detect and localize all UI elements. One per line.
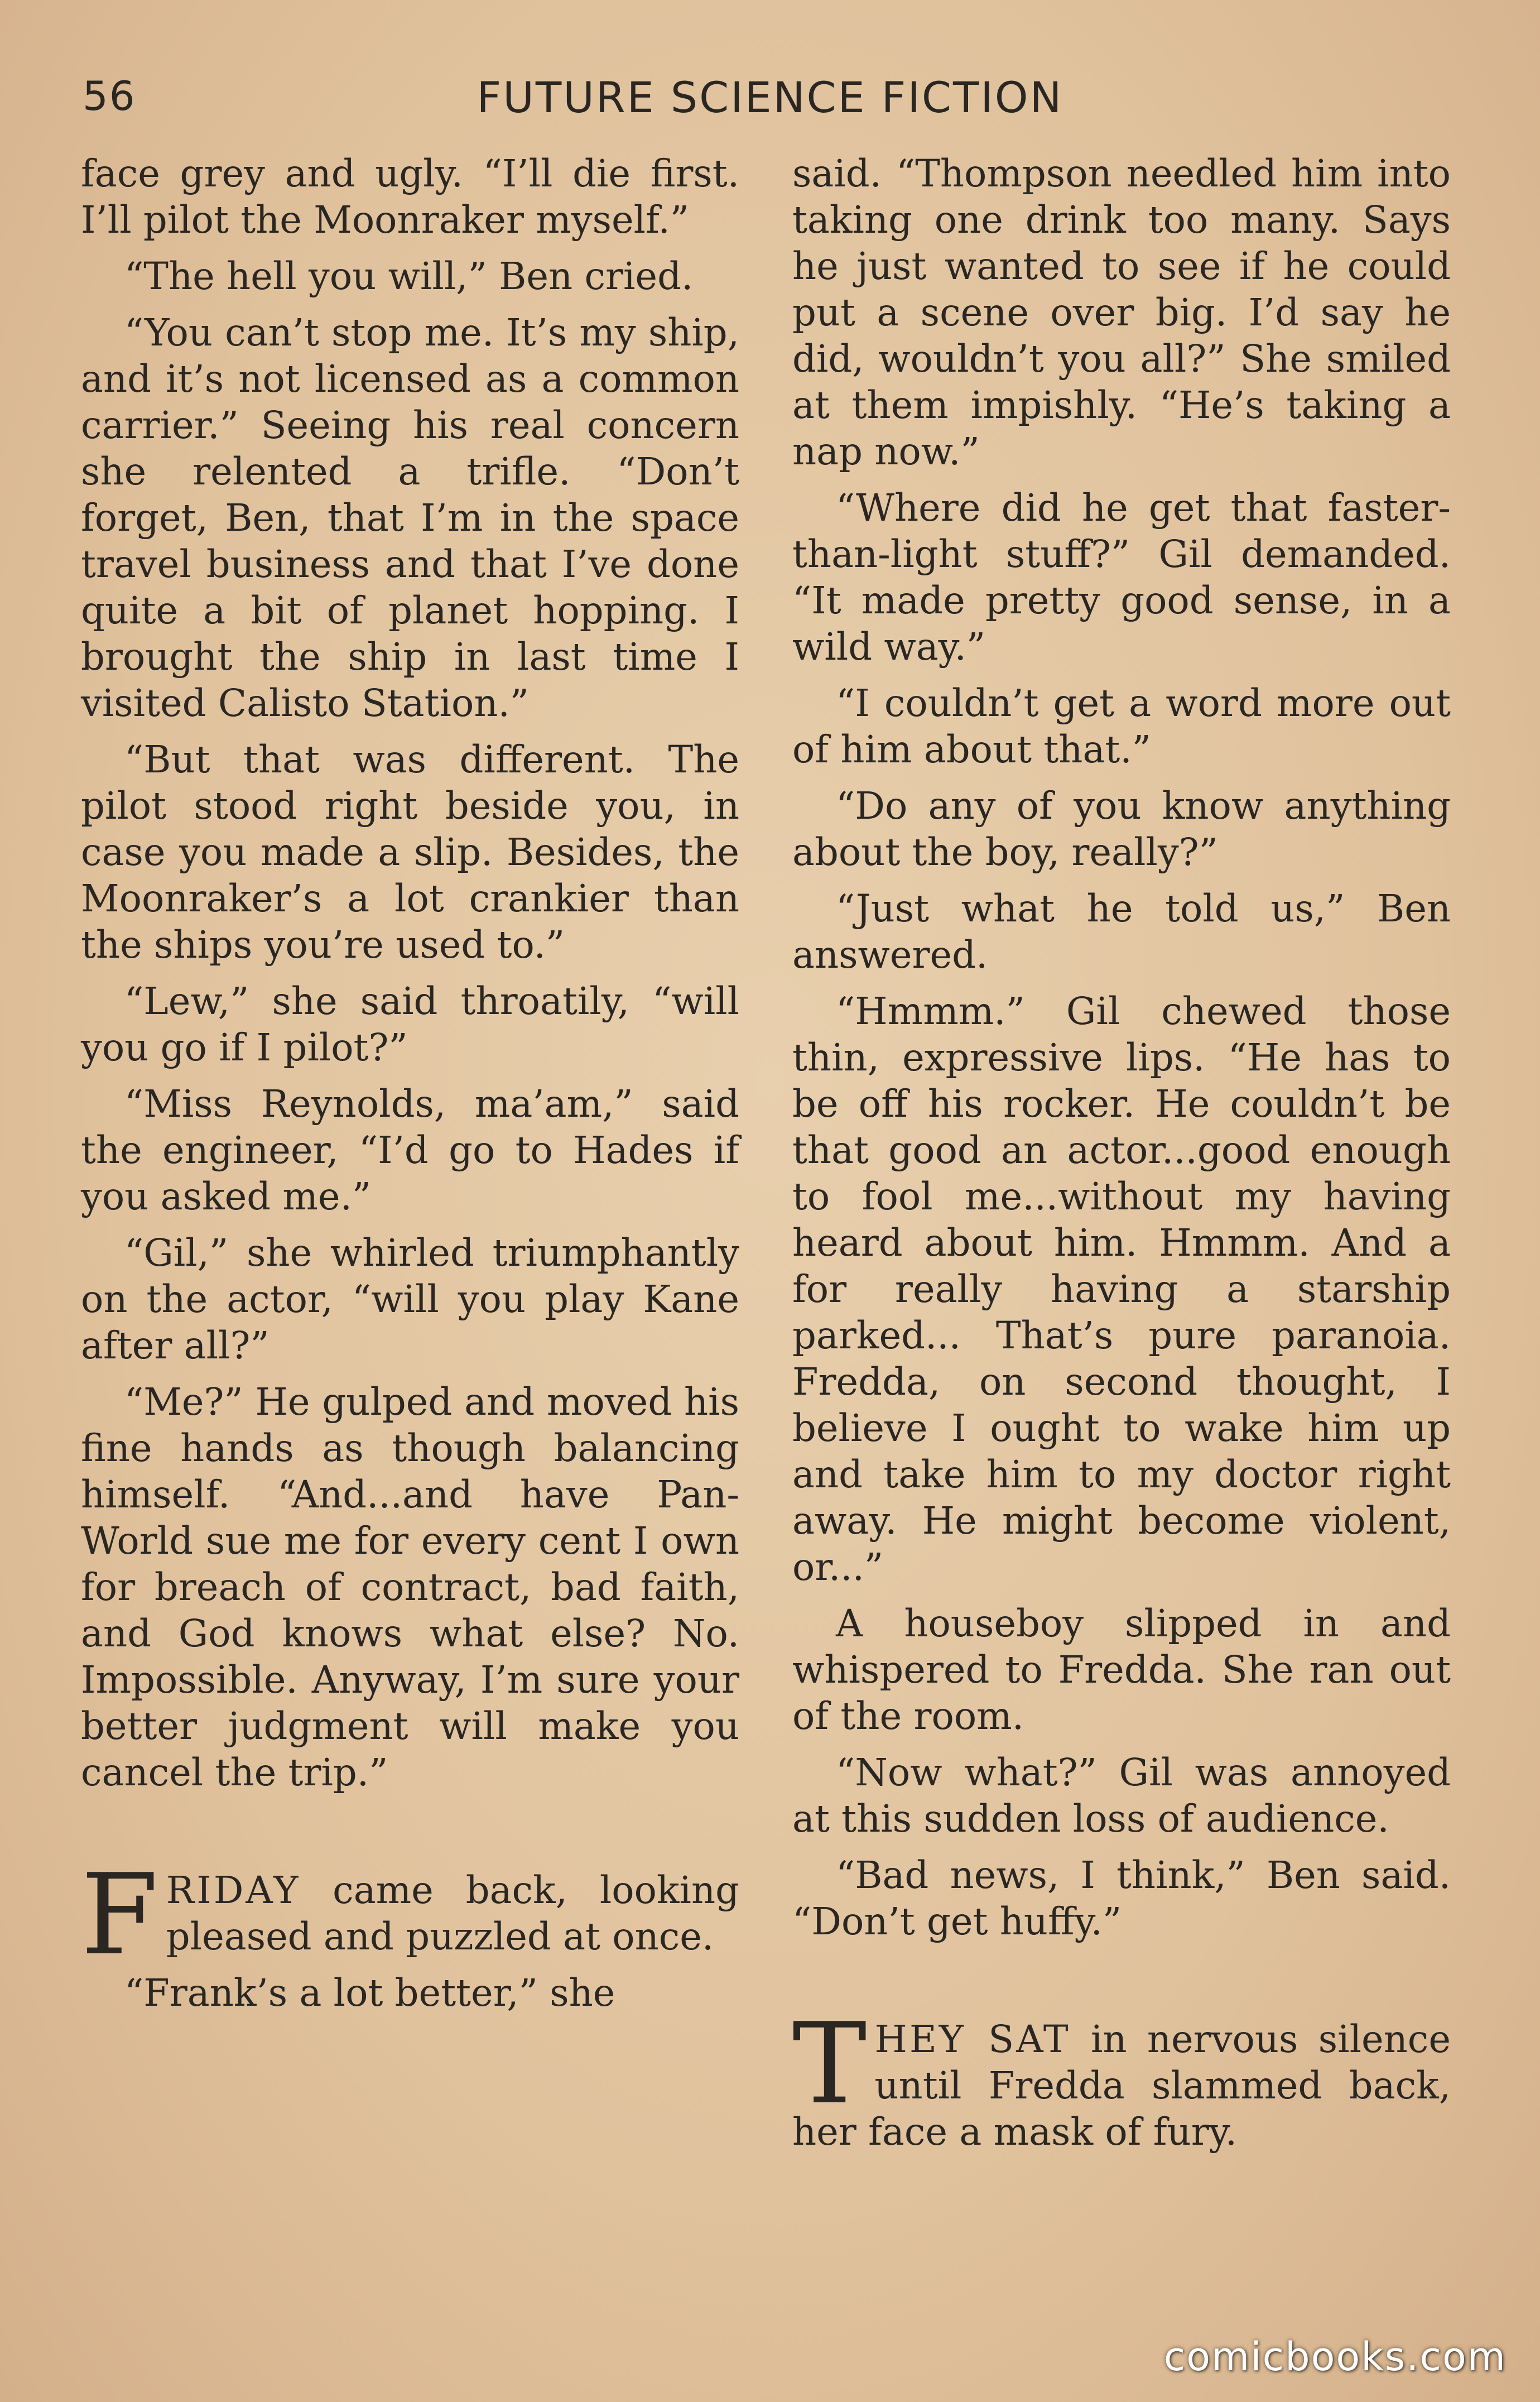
paragraph: “Where did he get that faster-than-light stuff?” Gil demanded. “It made pretty good sense, in a wild way.” xyxy=(792,486,1451,669)
right-column xyxy=(792,151,1451,2165)
paragraph: “Gil,” she whirled triumphantly on the actor, “will you play Kane after all?” xyxy=(81,1231,739,1367)
section-opening-paragraph xyxy=(792,1999,1451,2155)
paragraph: “Bad news, I think,” Ben said. “Don’t get huffy.” xyxy=(792,1853,1451,1943)
paragraph: “Just what he told us,” Ben answered. xyxy=(792,887,1451,977)
drop-cap: F xyxy=(81,1850,158,1980)
paragraph: “Now what?” Gil was annoyed at this sudden loss of audience. xyxy=(792,1751,1451,1841)
paragraph: “Do any of you know anything about the boy, really?” xyxy=(792,784,1451,874)
section-text: in nervous silence until Fredda slammed back, her face a mask of fury. xyxy=(792,2017,1451,2154)
paragraph: said. “Thompson needled him into taking one drink too many. Says he just wanted to see if he could put a scene over big. I’d say he did, wouldn’t you all?” She smiled at them impishly. “He’s taking a nap now.” xyxy=(792,152,1451,473)
page-header xyxy=(83,67,1457,134)
paragraph: “I couldn’t get a word more out of him about that.” xyxy=(792,681,1451,771)
section-break xyxy=(792,1955,1451,2016)
left-column xyxy=(81,151,739,2026)
drop-cap: T xyxy=(792,1999,867,2129)
page-number: 56 xyxy=(83,73,136,119)
paragraph: “Hmmm.” Gil chewed those thin, expressive lips. “He has to be off his rocker. He couldn’t be that good an actor...good enough to fool me...without my having heard about him. Hmmm. And a for really having a starship parked... That’s pure paranoia. Fredda, on second thought, I believe I ought to wake him up and take him to my doctor right away. He might become violent, or...” xyxy=(792,989,1451,1589)
paragraph: “Frank’s a lot better,” she xyxy=(124,1971,615,2015)
watermark: comicbooks.com xyxy=(1163,2334,1507,2380)
paragraph: “Me?” He gulped and moved his fine hands as though balancing himself. “And...and have Pan-World sue me for every cent I own for breach of contract, bad faith, and God knows what else? No. Impossible. Anyway, I’m sure your better judgment will make you cancel the trip.” xyxy=(81,1380,739,1794)
section-text: came back, looking pleased and puzzled at once. xyxy=(166,1868,739,1958)
paragraph: “But that was different. The pilot stood right beside you, in case you made a slip. Besides, the Moonraker’s a lot crankier than the ships you’re used to.” xyxy=(81,738,739,967)
paragraph: “Miss Reynolds, ma’am,” said the engineer, “I’d go to Hades if you asked me.” xyxy=(81,1082,739,1218)
paragraph: “The hell you will,” Ben cried. xyxy=(124,254,694,298)
lead-in-caps: HEY SAT xyxy=(874,2017,1071,2061)
paragraph: “You can’t stop me. It’s my ship, and it’s not licensed as a common carrier.” Seeing his real concern she relented a trifle. “Don’t forget, Ben, that I’m in the space travel business and that I’ve done quite a bit of planet hopping. I brought the ship in last time I visited Calisto Station.” xyxy=(81,311,739,725)
section-break xyxy=(81,1806,739,1867)
paragraph: face grey and ugly. “I’ll die first. I’ll pilot the Moonraker myself.” xyxy=(81,152,739,242)
paragraph: “Lew,” she said throatily, “will you go if I pilot?” xyxy=(81,979,739,1069)
running-title: FUTURE SCIENCE FICTION xyxy=(477,73,1063,122)
paragraph: A houseboy slipped in and whispered to Fredda. She ran out of the room. xyxy=(792,1602,1451,1738)
section-opening-paragraph xyxy=(81,1850,739,1980)
lead-in-caps: RIDAY xyxy=(166,1868,301,1912)
